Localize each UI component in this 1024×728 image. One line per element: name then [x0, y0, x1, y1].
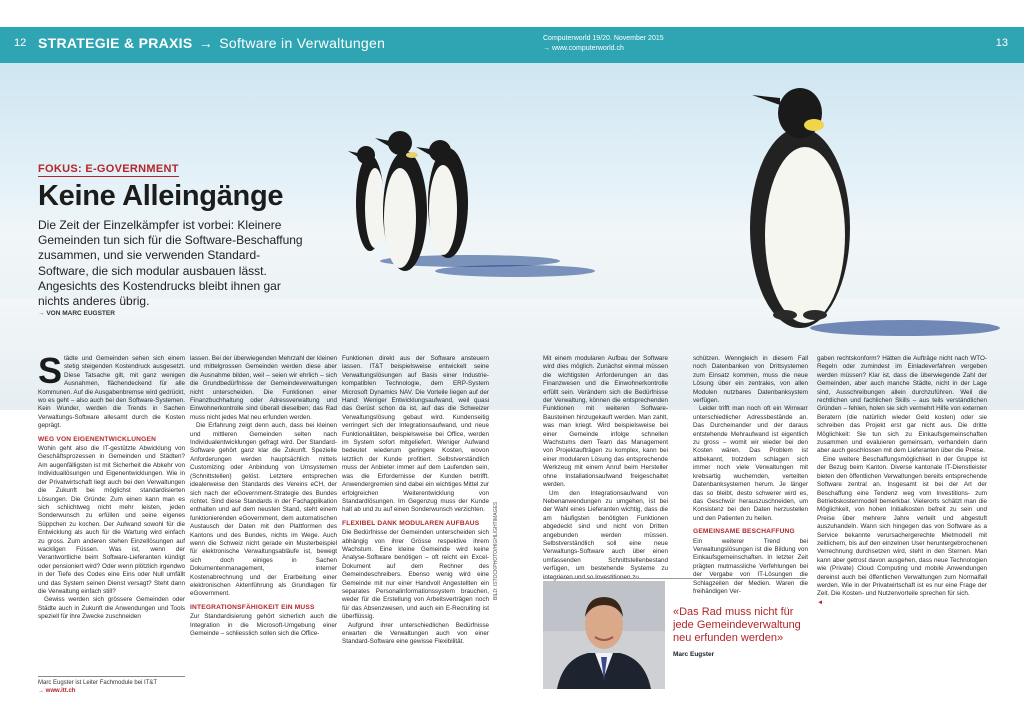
issue-date: Computerworld 19/20. November 2015	[543, 35, 664, 42]
issue-info	[543, 34, 664, 54]
portrait-image	[543, 581, 665, 689]
text-column-4	[543, 355, 668, 581]
article-headline: Keine Alleingänge	[38, 180, 284, 212]
paragraph: Zur Standardisierung gehört sicherlich auch die Integration in die Microsoft-Umgebung einer Gemeinde – schliesslich sollen sich die Office-	[190, 613, 337, 637]
page-header-bar	[0, 27, 1024, 63]
subheading: GEMEINSAME BESCHAFFUNG	[693, 528, 795, 536]
paragraph: Die Bedürfnisse der Gemeinden unterscheiden sich abhängig von ihrer Grösse respektive ihrem Wachstum. Eine kleine Gemeinde wird keine Analyse-Software benötigen – oft reicht ein Excel-Dokument auf dem Rechner des Gemeindeschreibers. Ebenso wenig wird eine Gemeinde mit nur einer Handvoll Angestellten ein separates Personalinformationssystem brauchen, weder für die Erstellung von Arbeitsverträgen noch für das Absenzwesen, und auch ein E-Recruiting ist überflüssig.	[342, 529, 489, 621]
quote-author: Marc Eugster	[673, 651, 715, 658]
article-byline	[38, 310, 115, 317]
paragraph: gaben rechtskonform? Hätten die Aufträge nicht nach WTO-Regeln oder zumindest im Einladeverfahren vergeben werden müssen? Klar ist, dass die überwiegende Zahl der Gemeinden, aber auch manche Städte, nicht in der Lage sind, Ausschreibungen allein durchzuführen. Weil die rechtlichen und fachlichen Skills – aus teils verständlichen Gründen – fehlen, holen sie sich vermehrt Hilfe von externen Beratern (die natürlich wieder Geld kosten) oder sie schreiben das Projekt erst gar nicht aus. Die dritte Möglichkeit: Sie tun sich zu Einkaufsgemeinschaften zusammen und evaluieren gemeinsam, verhandeln dann aber auch geschlossen mit dem Lieferanten über die Preise.	[817, 355, 987, 455]
penguin-icon	[348, 146, 385, 251]
paragraph: Gewiss werden sich grössere Gemeinden oder Städte auch in Zukunft die Anwendungen und Tools speziell für ihre Zwecke zuschneiden	[38, 596, 185, 621]
paragraph: lassen. Bei der überwiegenden Mehrzahl der kleinen und mittelgrossen Gemeinden werden diese aber die Ausnahme bilden, weil – seien wir ehrlich – sich die Grundbedürfnisse der Gemeindeverwaltungen nicht unterscheiden. Die Funktionen einer Finanzbuchhaltung oder Adressverwaltung und Einwohnerkontrolle sind überall dieselben; das Rad muss nicht jedes Mal neu erfunden werden.	[190, 355, 337, 421]
penguin-icon	[750, 88, 850, 328]
photo-credit: BILD: ISTOCKPHOTO/HIGHLIGHTIMAGES	[493, 501, 499, 600]
article-kicker: FOKUS: E-GOVERNMENT	[38, 163, 179, 175]
section-title	[38, 35, 385, 51]
paragraph: Leider trifft man noch oft ein Wirrwarr unterschiedlicher Adressbestände an. Das Durcheinander und der daraus entstehende Mehraufwand ist eigentlich zu gross – womit wir wieder bei den Kosten wären. Das Problem ist altbekannt, trotzdem schlagen sich immer noch viele Verwaltungen mit krebsartig wuchernden, verteilten Datenbanksystemen herum. Je länger das so bleibt, desto schwerer wird es, das Geschwür herauszuschneiden, um Konsistenz bei den Daten herzustellen und den Patienten zu heilen.	[693, 405, 808, 522]
paragraph: Wohin geht also die IT-gestützte Abwicklung von Geschäftsprozessen in Gemeinden und Städten? Am augenfälligsten ist mit Sicherheit die Abkehr von Individuallösungen und Eigenentwicklungen. Wie in der Privatwirtschaft liegt auch bei den Verwaltungen die Zukunft bei möglichst standardisierten Lösungen. Die Gründe: Zum einen kann man es sich schlichtweg nicht mehr leisten, jeden Sonderwunsch zu erfüllen und seine eigenes Süppchen zu kochen. Der Aufwand sowohl für die Entwicklung als auch für die Wartung wird einfach zu gross. Zum anderen stehen Einzellösungen auf wackligen Füssen. Was ist, wenn der Verantwortliche beim Software-Lieferanten kündigt oder pensioniert wird? Oder wenn plötzlich irgendwo in der Tiefe des Codes eine Eins oder Null umfällt und das System seinen Dienst versagt? Steht dann die Verwaltung einfach still?	[38, 445, 185, 595]
paragraph: Eine weitere Beschaffungsmöglichkeit in der Gruppe ist der Bezug beim Kanton. Diverse kantonale IT-Dienstleister bieten den öffentlichen Verwaltungen bereits entsprechende Software zentral an. Insgesamt ist bei der Art der Beschaffung eine Tendenz weg vom Investitions- zum Betriebskostenmodell bemerkbar. Vielerorts schätzt man die Möglichkeit, von hohen Initialkosten befreit zu sein und Preise über mehrere Jahre verteilt und abgestuft auszuhandeln. Wann sich hingegen das von Software as a Service bekannte verursachergerechte Mietmodell mit zeitlichem, bis auf den einzelnen User heruntergebrochenen Verrechnung durchsetzen wird, steht in den Sternen. Man kann aber getrost davon ausgehen, dass neue Technologien wie (Private) Cloud Computing und mobile Anwendungen dereinst auch bei öffentlichen Verwaltungen zum Normalfall werden. Wie in der Privatwirtschaft ist es nur eine Frage der Zeit. Die Kosten- und Nutzenvorteile sprechen für sich.	[817, 455, 987, 598]
paragraph: Funktionen direkt aus der Software ansteuern lassen. IT&T beispielsweise entwickelt seine Verwaltungslösungen auf Basis einer Industrie-kompatiblen Technologie, dem ERP-System Microsoft Dynamics NAV. Die Vorteile liegen auf der Hand: Weniger Entwicklungsaufwand, weil quasi das Gerüst schon da ist, auf das die Schweizer Verwaltungslösung gebaut wird. Kundenseitig verringert sich der Integrationsaufwand, und neue Funktionalitäten, beispielsweise bei Office, werden im System sofort mitgeliefert. Weniger Aufwand bedeutet wiederum geringere Kosten, wovon letztlich der Kunde profitiert. Selbstverständlich muss der Anbieter immer auf dem Laufenden sein, was die Erfordernisse der Kunden betrifft. Anwendergremien sind dabei ein wichtiges Mittel zur erfolgreichen Weiterentwicklung von Standardlösungen. Im Gegenzug muss der Kunde halt ab und zu auf einen Sonderwunsch verzichten.	[342, 355, 489, 514]
arrow-icon: →	[198, 35, 214, 51]
byline-text: VON MARC EUGSTER	[46, 310, 115, 317]
text-column-2	[190, 355, 337, 693]
paragraph: Aufgrund ihrer unterschiedlichen Bedürfnisse erwarten die Verwaltungen auch von einer Standard-Software eine gewisse Flexibilität.	[342, 621, 489, 646]
author-link[interactable]: → www.itt.ch	[38, 688, 76, 694]
text-column-5	[693, 355, 808, 595]
pull-quote	[673, 606, 803, 661]
page-number-right: 13	[995, 37, 1008, 49]
page-number-left: 12	[14, 37, 27, 49]
paragraph: Um den Integrationsaufwand von Nebenanwendungen zu umgehen, ist bei der Wahl eines Lieferanten wichtig, dass die am häufigsten benötigten Funktionen abgedeckt sind und nicht von Dritten angebunden werden müssen. Selbstverständlich soll eine neue Verwaltungs-Software auch über einen umfassenden Schnittstellenbestand verfügen, um bestehende Systeme zu integrieren und so Investitionen zu	[543, 489, 668, 581]
paragraph: Ein weiterer Trend bei Verwaltungslösungen ist die Bildung von Einkaufsgemeinschaften. In letzter Zeit prägten mutmassliche Verfehlungen bei der Vergabe von IT-Lösungen die Schlagzeilen der Medien. Waren die freihändigen Ver-	[693, 537, 808, 595]
end-mark-icon: ◄	[817, 598, 824, 606]
author-note: Marc Eugster ist Leiter Fachmodule bei IT&T	[38, 680, 158, 686]
paragraph: Mit einem modularen Aufbau der Software wird dies möglich. Zunächst einmal müssen die wichtigsten Anforderungen an das Finanzwesen und die Einwohnerkontrolle erfüllt sein. Verändern sich die Bedürfnisse der Verwaltung, können die entsprechenden Funktionen mit weiteren Software-Bausteinen hinzugekauft werden. Man zahlt, was man kriegt. Wird beispielsweise bei einer Gemeinde infolge schnellen Wachstums dem Team das Management von Projektaufträgen zu komplex, kann bei einer modularen Lösung das entsprechende Werkzeug mit einem Anruf beim Hersteller ohne Installationsaufwand freigeschaltet werden.	[543, 355, 668, 489]
author-photo	[543, 581, 665, 689]
article-lead: Die Zeit der Einzelkämpfer ist vorbei: Kleinere Gemeinden tun sich für die Software-Beschaffung zusammen, und sie verwenden Standard-Software, die sich modular ausbauen lässt. Angesichts des Kostendrucks bleibt ihnen gar nichts anderes übrig.	[38, 218, 303, 309]
text-column-1	[38, 350, 185, 673]
section-label: STRATEGIE & PRAXIS	[38, 35, 193, 51]
author-footnote	[38, 676, 185, 695]
quote-text: «Das Rad muss nicht für jede Gemeindeverwaltung neu erfunden werden»	[673, 606, 801, 644]
text-column-3	[342, 355, 489, 693]
website-link[interactable]: → www.computerworld.ch	[543, 45, 624, 52]
paragraph: schützen. Wenngleich in diesem Fall noch Datenbanken von Drittsystemen zum Einsatz kommen, muss die neue Lösung über ein zentrales, von allen Modulen nutzbares Datenbanksystem verfügen.	[693, 355, 808, 405]
subheading: INTEGRATIONSFÄHIGKEIT EIN MUSS	[190, 603, 315, 611]
paragraph: Die Erfahrung zeigt denn auch, dass bei kleinen und mittleren Gemeinden selten nach Individualentwicklungen gefragt wird. Der Standard-Software gehört ganz klar die Zukunft. Spezielle Anforderungen werden hauptsächlich mittels Customizing oder Anbindung von Umsystemen (Schnittstellen) gelöst. Letztere entsprechen idealerweise den Standards des Vereins eCH, der sich nach der eGovernment-Strategie des Bundes richtet. Sind diese Standards in der Fachapplikation enthalten und auf dem neusten Stand, steht einem funktionierenden eGovernment, dem automatischen Austausch der Daten mit den Plattformen des Kantons und des Bundes, nichts im Wege. Auch wenn die Schweiz nicht gerade ein Musterbeispiel für elektronische Verwaltungsabläufe ist, bewegt sich doch einiges in Sachen Dokumentenmanagement, interner Kostenabrechnung und der Erarbeitung einer elektronischen Aktenführung als Grundlagen für eGovernment.	[190, 422, 337, 598]
divider	[543, 578, 806, 579]
arrow-icon: →	[38, 310, 45, 317]
subheading: FLEXIBEL DANK MODULAREN AUFBAUS	[342, 519, 480, 527]
paragraph: tädte und Gemeinden sehen sich einem stetig steigenden Kostendruck ausgesetzt. Diese Tatsache gilt, mit ganz wenigen Ausnahmen, flächendeckend für alle Kommunen. Auf die Ausgabenbremse wird gedrückt, wo es geht – also auch bei den Software-Systemen. Kein Wunder, werden die Trends in Sachen Verwaltungs-Software allesamt durch die Kosten geprägt.	[38, 355, 185, 430]
drop-cap: S	[38, 350, 63, 391]
subsection-label: Software in Verwaltungen	[219, 35, 386, 51]
subheading: WEG VON EIGENENTWICKLUNGEN	[38, 435, 157, 443]
text-column-6	[817, 355, 987, 693]
